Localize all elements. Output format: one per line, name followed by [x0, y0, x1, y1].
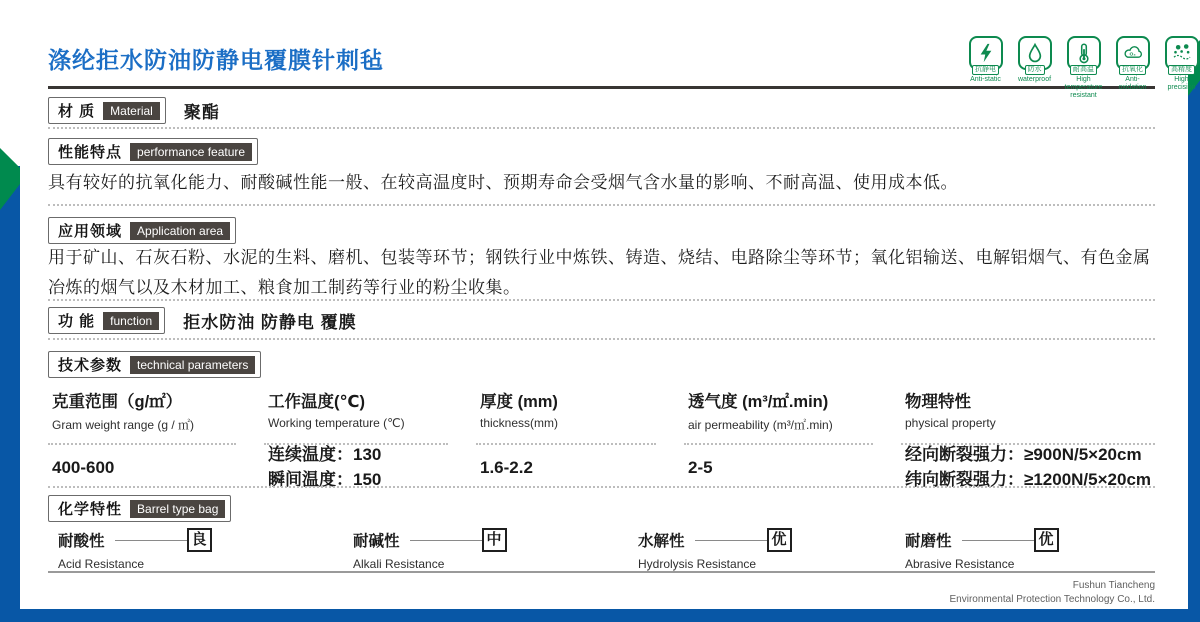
chemical-item	[905, 528, 1155, 571]
feature-anti-static	[965, 36, 1006, 100]
connector-line	[962, 540, 1034, 541]
chemical-item-zh: 耐磨性	[905, 533, 952, 550]
application-text: 用于矿山、石灰石粉、水泥的生料、磨机、包装等环节；钢铁行业中炼铁、铸造、烧结、电路除尘等环节；氧化铝输送、电解铝烟气、有色金属冶炼的烟气以及木材加工、粮食加工制药等行业的粉尘收集。	[48, 248, 1151, 297]
icon-label-zh: 防水	[1025, 65, 1045, 75]
tech-value: 400-600	[52, 457, 115, 477]
rating-badge: 优	[767, 528, 792, 552]
icon-label-zh: 抗氧化	[1119, 65, 1146, 75]
section-performance	[48, 138, 1155, 165]
chemical-item-zh: 水解性	[638, 533, 685, 550]
tech-value-cell	[684, 432, 901, 492]
tech-value: 2-5	[688, 457, 713, 477]
application-label	[48, 217, 236, 244]
function-label	[48, 307, 165, 334]
function-label-zh: 功 能	[58, 313, 96, 330]
connector-line	[695, 540, 767, 541]
tech-value-cell	[264, 432, 476, 492]
chemical-item-en: Abrasive Resistance	[905, 557, 1015, 571]
performance-label-en: performance feature	[130, 143, 252, 161]
chemical-item	[353, 528, 638, 571]
divider	[48, 299, 1155, 301]
tech-value: 1.6-2.2	[480, 457, 533, 477]
application-label-zh: 应用领域	[58, 223, 123, 240]
icon-label-zh: 抗静电	[972, 65, 999, 75]
chemical-item-zh: 耐碱性	[353, 533, 400, 550]
divider	[48, 486, 1155, 488]
chemical-item-row	[58, 528, 353, 552]
tech-value-cell	[48, 432, 264, 492]
tech-header-zh: 厚度 (mm)	[480, 393, 558, 411]
chemical-label-en: Barrel type bag	[130, 500, 225, 518]
tech-header-zh: 透气度 (m³/㎡.min)	[688, 393, 829, 411]
performance-label	[48, 138, 258, 165]
connector-line	[115, 540, 187, 541]
icon-label-en: High precision	[1167, 75, 1196, 91]
chemical-item-en: Hydrolysis Resistance	[638, 557, 757, 571]
application-label-en: Application area	[130, 222, 230, 240]
tech-value-cell	[476, 432, 684, 492]
function-value: 拒水防油 防静电 覆膜	[183, 313, 357, 332]
tech-header-zh: 克重范围（g/㎡）	[52, 393, 183, 411]
chemical-item	[58, 528, 353, 571]
material-label-zh: 材 质	[58, 103, 96, 120]
feature-anti-oxidation	[1112, 36, 1153, 100]
right-edge-band-blue	[1188, 58, 1200, 609]
icon-label-zh: 耐高温	[1070, 65, 1097, 75]
tech-label	[48, 351, 261, 378]
tech-header-zh: 物理特性	[905, 393, 971, 411]
tech-header-en: Working temperature (℃)	[268, 416, 405, 430]
svg-text:O₃: O₃	[1129, 52, 1136, 58]
tech-value-cell	[901, 432, 1155, 492]
feature-high-temperature	[1063, 36, 1104, 100]
chemical-label	[48, 495, 231, 522]
icon-label-en: Anti-oxidation	[1118, 75, 1147, 91]
icon-label-en: Anti-static	[970, 75, 1001, 83]
performance-label-zh: 性能特点	[58, 144, 123, 161]
tech-value: 经向断裂强力：≥900N/5×20cm	[905, 445, 1142, 464]
chemical-label-zh: 化学特性	[58, 501, 123, 518]
footer-line1: Fushun Tiancheng	[1072, 580, 1155, 591]
feature-icon-row	[965, 36, 1200, 100]
material-value: 聚酯	[183, 103, 220, 122]
section-chemical	[48, 495, 1155, 522]
section-function	[48, 307, 1155, 334]
tech-label-en: technical parameters	[130, 356, 255, 374]
chemical-item-row	[638, 528, 905, 552]
chemical-item-en: Alkali Resistance	[353, 557, 445, 571]
tech-header-en: Gram weight range (g / ㎡)	[52, 418, 195, 432]
divider	[48, 338, 1155, 340]
left-edge-band-blue	[0, 166, 20, 609]
icon-label-zh: 高精度	[1168, 65, 1195, 75]
material-label	[48, 97, 166, 124]
chemical-item-zh: 耐酸性	[58, 533, 105, 550]
tech-header-zh: 工作温度(℃)	[268, 393, 365, 411]
tech-table-values	[48, 432, 1155, 492]
feature-waterproof	[1014, 36, 1055, 100]
section-material	[48, 97, 1155, 124]
divider	[48, 204, 1155, 206]
feature-high-precision	[1161, 36, 1200, 100]
icon-label-en: waterproof	[1017, 75, 1052, 83]
footer-company	[950, 579, 1156, 607]
material-label-en: Material	[103, 102, 160, 120]
divider	[48, 127, 1155, 129]
tech-value: 连续温度：130	[268, 445, 382, 464]
tech-header-en: thickness(mm)	[480, 416, 559, 430]
chemical-items	[48, 528, 1155, 571]
chemical-item-en: Acid Resistance	[58, 557, 145, 571]
footer-rule	[48, 571, 1155, 573]
tech-value: 纬向断裂强力：≥1200N/5×20cm	[905, 470, 1152, 489]
chemical-item	[638, 528, 905, 571]
page-title: 涤纶拒水防油防静电覆膜针刺毡	[48, 47, 384, 73]
section-application	[48, 217, 1155, 244]
chemical-item-row	[905, 528, 1155, 552]
tech-header-en: physical property	[905, 416, 996, 430]
section-tech	[48, 351, 1155, 378]
connector-line	[410, 540, 482, 541]
icon-label-en: High temperature resistant	[1064, 75, 1103, 99]
tech-label-zh: 技术参数	[58, 357, 123, 374]
chemical-item-row	[353, 528, 638, 552]
rating-badge: 优	[1034, 528, 1059, 552]
tech-header-en: air permeability (m³/㎡.min)	[688, 418, 833, 432]
rating-badge: 良	[187, 528, 212, 552]
performance-text: 具有较好的抗氧化能力、耐酸碱性能一般、在较高温度时、预期寿命会受烟气含水量的影响、不耐高温、使用成本低。	[48, 173, 958, 192]
rating-badge: 中	[482, 528, 507, 552]
tech-value: 瞬间温度：150	[268, 470, 382, 489]
footer-line2: Environmental Protection Technology Co., Ltd.	[949, 594, 1155, 605]
function-label-en: function	[103, 312, 159, 330]
